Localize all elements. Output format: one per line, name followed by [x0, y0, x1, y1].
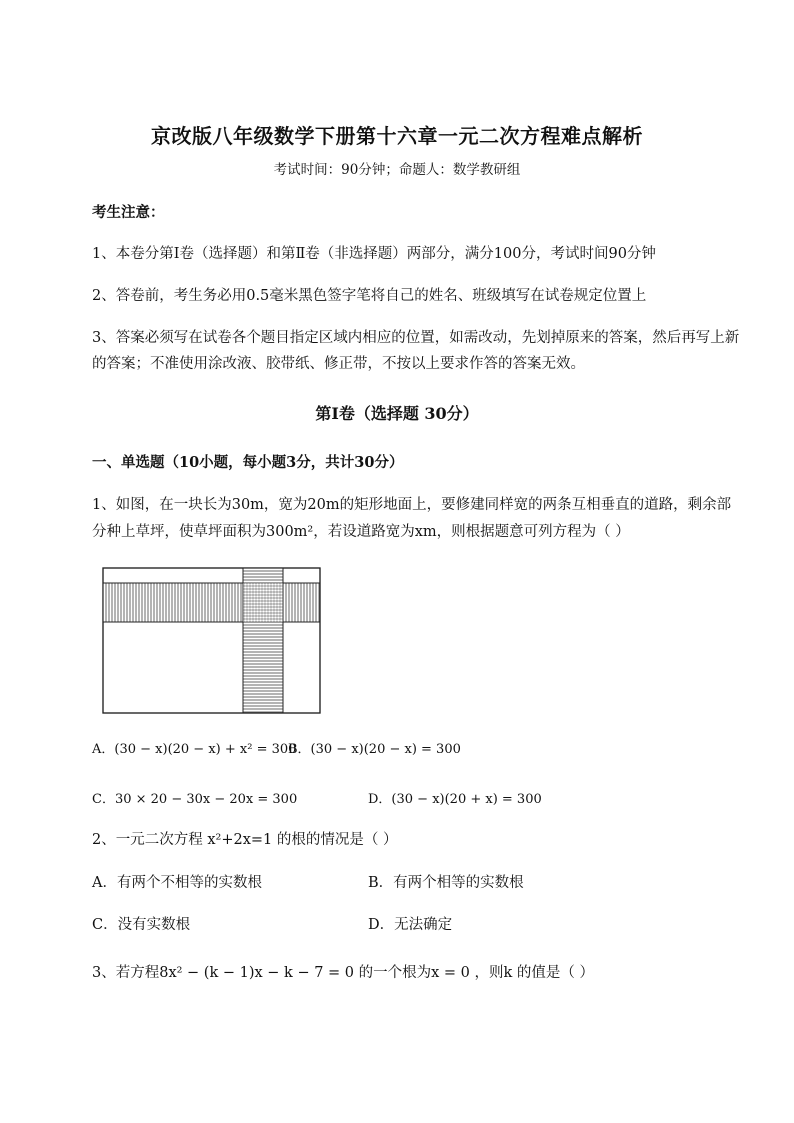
notice-item-3-line1: 3、答案必须写在试卷各个题目指定区域内相应的位置，如需改动，先划掉原来的答案，然后再写上新: [92, 330, 740, 346]
exam-info: 考试时间：90分钟；命题人：数学教研组: [273, 162, 521, 178]
q1-option-b[interactable]: B．(30 − x)(20 − x) = 300: [288, 742, 461, 757]
q1-option-d[interactable]: D．(30 − x)(20 + x) = 300: [368, 792, 542, 807]
q2-option-a[interactable]: A．有两个不相等的实数根: [92, 875, 262, 891]
section-title: 第Ⅰ卷（选择题 30分）: [315, 404, 479, 423]
horizontal-road: [103, 583, 320, 622]
q1-stem-line2: 分种上草坪，使草坪面积为300m²，若设道路宽为xm，则根据题意可列方程为（ ）: [92, 524, 630, 540]
notice-item-1: 1、本卷分第Ⅰ卷（选择题）和第Ⅱ卷（非选择题）两部分，满分100分，考试时间90分钟: [92, 246, 656, 262]
q2-option-d[interactable]: D．无法确定: [368, 917, 453, 933]
notice-item-3-line2: 的答案；不准使用涂改液、胶带纸、修正带，不按以上要求作答的答案无效。: [92, 356, 585, 372]
q2-option-b[interactable]: B．有两个相等的实数根: [368, 875, 524, 891]
q1-option-c[interactable]: C．30 × 20 − 30x − 20x = 300: [92, 792, 298, 807]
q1-figure: [102, 567, 322, 716]
part-heading: 一、单选题（10小题，每小题3分，共计30分）: [92, 454, 404, 471]
q2-option-c[interactable]: C．没有实数根: [92, 917, 191, 933]
notice-item-2: 2、答卷前，考生务必用0.5毫米黑色签字笔将自己的姓名、班级填写在试卷规定位置上: [92, 288, 647, 304]
page-title: 京改版八年级数学下册第十六章一元二次方程难点解析: [151, 124, 643, 148]
q2-stem: 2、一元二次方程 x²+2x=1 的根的情况是（ ）: [92, 832, 398, 848]
notice-heading: 考生注意：: [92, 204, 165, 221]
q1-stem-line1: 1、如图，在一块长为30m，宽为20m的矩形地面上，要修建同样宽的两条互相垂直的道路，剩余部: [92, 497, 732, 513]
q3-stem: 3、若方程8x² − (k − 1)x − k − 7 = 0 的一个根为x = 0 ，则k 的值是（ ）: [92, 965, 595, 981]
q1-option-a[interactable]: A．(30 − x)(20 − x) + x² = 300: [92, 742, 297, 757]
